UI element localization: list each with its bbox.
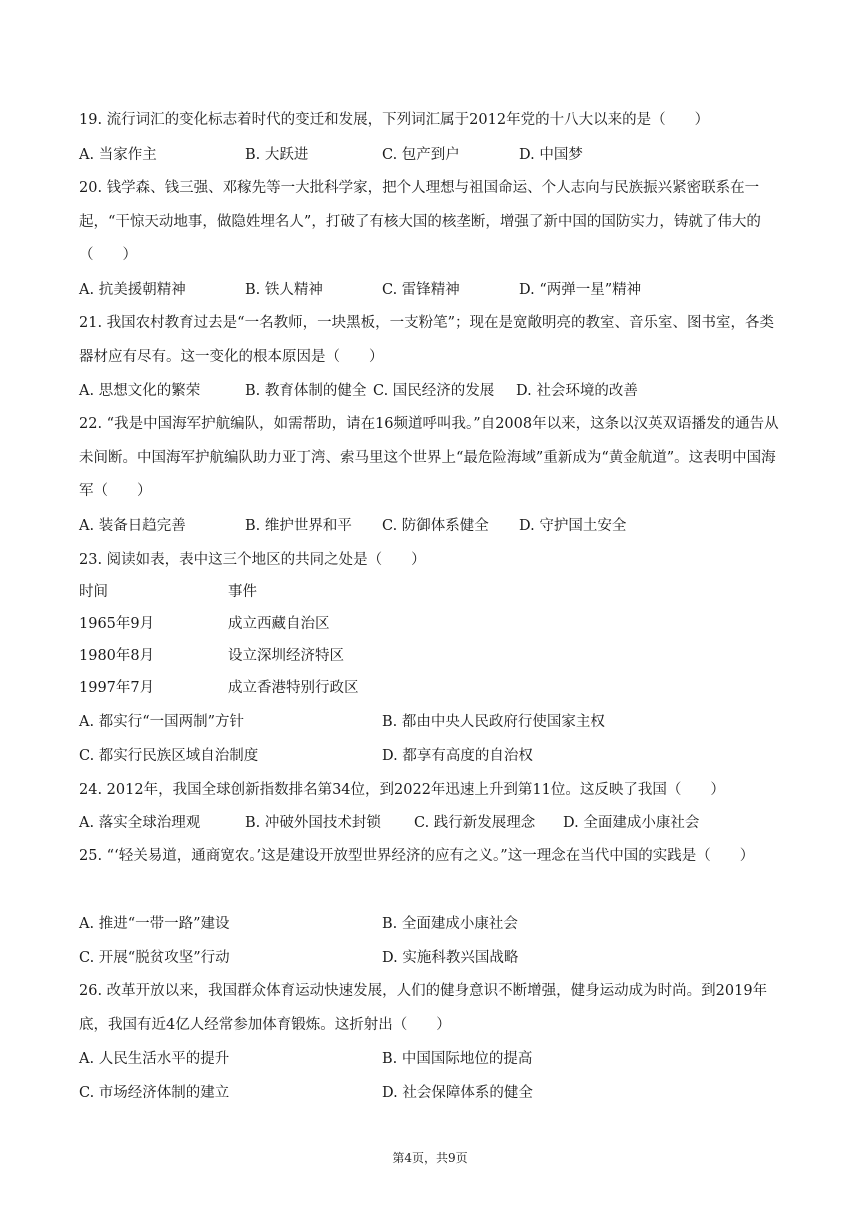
q25-option-d: D. 实施科教兴国战略	[382, 950, 519, 966]
q24-option-d: D. 全面建成小康社会	[563, 815, 700, 831]
q25-option-a: A. 推进“一带一路”建设	[79, 916, 230, 932]
page-number-footer: 第4页，共9页	[392, 1151, 468, 1165]
question-24-stem: 24. 2012年，我国全球创新指数排名第34位，到2022年迅速上升到第11位。这反映了我国（ ）	[79, 782, 725, 798]
q20-option-c: C. 雷锋精神	[382, 282, 460, 298]
q24-option-a: A. 落实全球治理观	[79, 815, 201, 831]
q23-option-b: B. 都由中央人民政府行使国家主权	[382, 714, 605, 730]
q20-option-b: B. 铁人精神	[245, 282, 323, 298]
table-cell-event: 设立深圳经济特区	[228, 648, 344, 664]
q22-option-a: A. 装备日趋完善	[79, 518, 186, 534]
q21-option-b: B. 教育体制的健全	[245, 383, 367, 399]
q22-option-c: C. 防御体系健全	[382, 518, 489, 534]
table-cell-event: 成立香港特别行政区	[228, 680, 359, 696]
table-cell-date: 1997年7月	[79, 680, 155, 696]
table-cell-date: 1965年9月	[79, 616, 155, 632]
q24-option-c: C. 践行新发展理念	[414, 815, 536, 831]
q23-option-c: C. 都实行民族区域自治制度	[79, 748, 259, 764]
question-19-stem: 19. 流行词汇的变化标志着时代的变迁和发展，下列词汇属于2012年党的十八大以来的是（ ）	[79, 112, 710, 128]
q22-option-b: B. 维护世界和平	[245, 518, 352, 534]
q21-option-d: D. 社会环境的改善	[516, 383, 638, 399]
table-header-event: 事件	[228, 584, 257, 600]
q19-option-b: B. 大跃进	[245, 147, 309, 163]
q26-option-c: C. 市场经济体制的建立	[79, 1085, 230, 1101]
q25-option-c: C. 开展“脱贫攻坚”行动	[79, 950, 230, 966]
table-cell-date: 1980年8月	[79, 648, 155, 664]
q20-option-d: D. “两弹一星”精神	[519, 282, 642, 298]
question-25-stem: 25. “‘轻关易道，通商宽农。’这是建设开放型世界经济的应有之义。”这一理念在当代中国的实践是（ ）	[79, 848, 755, 864]
q26-option-a: A. 人民生活水平的提升	[79, 1051, 230, 1067]
table-header-time: 时间	[79, 584, 108, 600]
q21-option-a: A. 思想文化的繁荣	[79, 383, 201, 399]
q19-option-c: C. 包产到户	[382, 147, 460, 163]
table-cell-event: 成立西藏自治区	[228, 616, 330, 632]
q23-option-a: A. 都实行“一国两制”方针	[79, 714, 245, 730]
q23-option-d: D. 都享有高度的自治权	[382, 748, 533, 764]
q22-option-d: D. 守护国土安全	[519, 518, 627, 534]
question-21-stem: 21. 我国农村教育过去是“一名教师，一块黑板，一支粉笔”；现在是宽敞明亮的教室、音乐室、图书室，各类器材应有尽有。这一变化的根本原因是（ ）	[79, 315, 774, 365]
q26-option-b: B. 中国国际地位的提高	[382, 1051, 533, 1067]
question-22-stem: 22. “我是中国海军护航编队，如需帮助，请在16频道呼叫我。”自2008年以来，这条以汉英双语播发的通告从未间断。中国海军护航编队助力亚丁湾、索马里这个世界上“最危险海域”重新成为“黄金航道”。这表明中国海军（ ）	[79, 416, 779, 499]
question-20-stem: 20. 钱学森、钱三强、邓稼先等一大批科学家，把个人理想与祖国命运、个人志向与民族振兴紧密联系在一起，“干惊天动地事，做隐姓埋名人”，打破了有核大国的核垄断，增强了新中国的国防实力，铸就了伟大的（ ）	[79, 180, 761, 263]
question-26-stem: 26. 改革开放以来，我国群众体育运动快速发展，人们的健身意识不断增强，健身运动成为时尚。到2019年底，我国有近4亿人经常参加体育锻炼。这折射出（ ）	[79, 983, 768, 1033]
q19-option-a: A. 当家作主	[79, 147, 157, 163]
q20-option-a: A. 抗美援朝精神	[79, 282, 186, 298]
question-23-stem: 23. 阅读如表，表中这三个地区的共同之处是（ ）	[79, 552, 426, 568]
q24-option-b: B. 冲破外国技术封锁	[245, 815, 381, 831]
q25-option-b: B. 全面建成小康社会	[382, 916, 518, 932]
q19-option-d: D. 中国梦	[519, 147, 583, 163]
q21-option-c: C. 国民经济的发展	[373, 383, 495, 399]
q26-option-d: D. 社会保障体系的健全	[382, 1085, 533, 1101]
